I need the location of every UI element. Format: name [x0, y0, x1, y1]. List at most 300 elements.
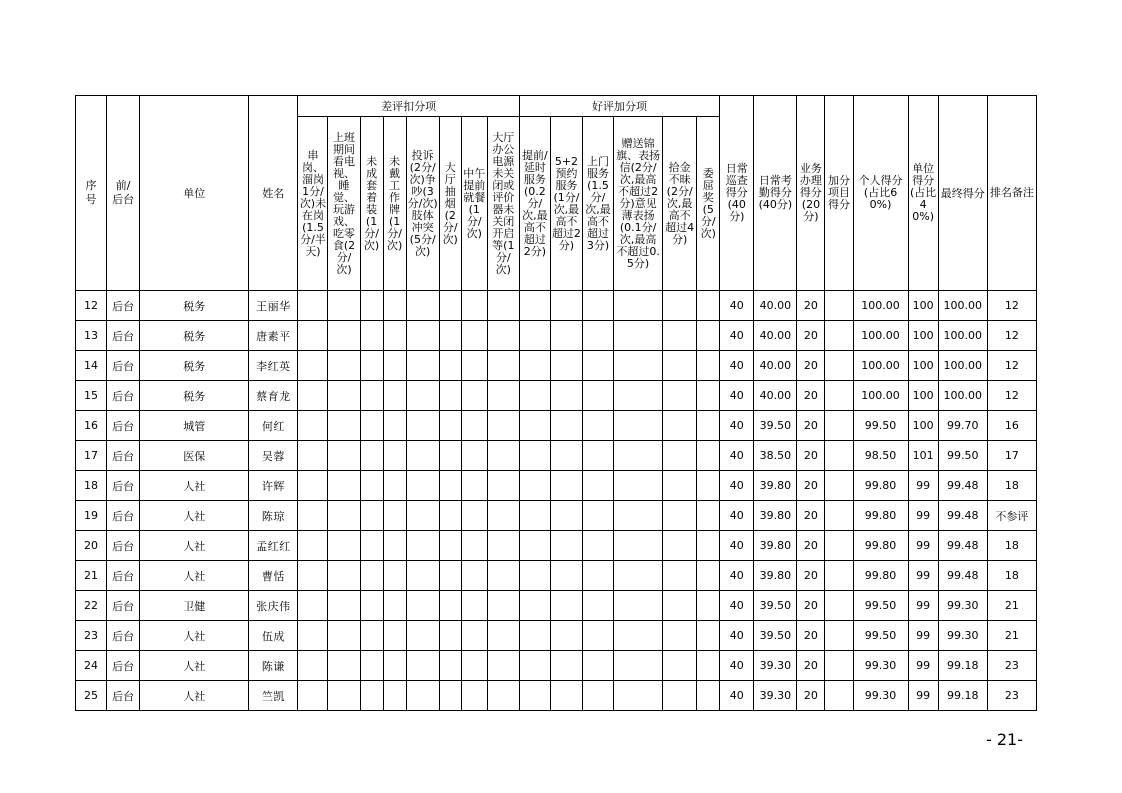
- row-name: 吴蓉: [249, 441, 298, 471]
- row-daily-patrol: 40: [720, 411, 754, 441]
- row-daily-attendance: 39.80: [754, 501, 797, 531]
- empty-cell: [582, 471, 613, 501]
- empty-cell: [663, 591, 697, 621]
- empty-cell: [439, 441, 461, 471]
- row-index: 20: [76, 531, 107, 561]
- empty-cell: [439, 321, 461, 351]
- empty-cell: [406, 351, 439, 381]
- row-unit: 卫健: [140, 591, 249, 621]
- row-business: 20: [797, 351, 825, 381]
- row-front-back: 后台: [107, 471, 140, 501]
- empty-cell: [663, 681, 697, 711]
- row-business: 20: [797, 651, 825, 681]
- bonus-group-header: 好评加分项: [519, 96, 719, 117]
- row-final-score: 99.50: [938, 441, 987, 471]
- bonus-item-5: 拾金不昧(2分/次,最高不超过4分): [663, 117, 697, 291]
- row-front-back: 后台: [107, 561, 140, 591]
- row-personal-score: 100.00: [853, 321, 908, 351]
- empty-cell: [614, 381, 663, 411]
- empty-cell: [328, 501, 360, 531]
- row-final-score: 100.00: [938, 381, 987, 411]
- row-front-back: 后台: [107, 531, 140, 561]
- empty-cell: [825, 531, 853, 561]
- empty-cell: [328, 651, 360, 681]
- row-daily-attendance: 39.50: [754, 621, 797, 651]
- empty-cell: [614, 471, 663, 501]
- row-unit-score: 99: [908, 531, 938, 561]
- row-business: 20: [797, 531, 825, 561]
- empty-cell: [487, 591, 519, 621]
- empty-cell: [406, 591, 439, 621]
- empty-cell: [550, 591, 582, 621]
- row-daily-attendance: 40.00: [754, 321, 797, 351]
- empty-cell: [461, 351, 487, 381]
- empty-cell: [550, 471, 582, 501]
- row-daily-patrol: 40: [720, 471, 754, 501]
- empty-cell: [439, 291, 461, 321]
- empty-cell: [582, 651, 613, 681]
- row-business: 20: [797, 381, 825, 411]
- row-rank: 23: [987, 651, 1036, 681]
- empty-cell: [697, 681, 720, 711]
- name-header: 姓名: [249, 96, 298, 291]
- empty-cell: [550, 501, 582, 531]
- row-unit-score: 99: [908, 501, 938, 531]
- empty-cell: [298, 471, 328, 501]
- empty-cell: [697, 411, 720, 441]
- row-unit-score: 99: [908, 651, 938, 681]
- empty-cell: [614, 561, 663, 591]
- row-front-back: 后台: [107, 291, 140, 321]
- empty-cell: [298, 441, 328, 471]
- empty-cell: [663, 321, 697, 351]
- empty-cell: [383, 681, 406, 711]
- row-name: 孟红红: [249, 531, 298, 561]
- empty-cell: [519, 291, 550, 321]
- row-final-score: 100.00: [938, 321, 987, 351]
- row-rank: 16: [987, 411, 1036, 441]
- row-front-back: 后台: [107, 351, 140, 381]
- row-daily-patrol: 40: [720, 531, 754, 561]
- row-rank: 12: [987, 291, 1036, 321]
- empty-cell: [487, 531, 519, 561]
- row-personal-score: 98.50: [853, 441, 908, 471]
- empty-cell: [360, 651, 383, 681]
- row-rank: 12: [987, 321, 1036, 351]
- empty-cell: [383, 561, 406, 591]
- table-row: [76, 621, 1037, 651]
- row-daily-attendance: 39.50: [754, 591, 797, 621]
- row-daily-attendance: 39.30: [754, 651, 797, 681]
- row-front-back: 后台: [107, 501, 140, 531]
- empty-cell: [825, 621, 853, 651]
- deduct-group-header: 差评扣分项: [298, 96, 519, 117]
- row-unit: 人社: [140, 501, 249, 531]
- empty-cell: [439, 381, 461, 411]
- row-daily-patrol: 40: [720, 351, 754, 381]
- empty-cell: [298, 591, 328, 621]
- row-personal-score: 100.00: [853, 381, 908, 411]
- empty-cell: [614, 531, 663, 561]
- row-name: 陈谦: [249, 651, 298, 681]
- row-business: 20: [797, 501, 825, 531]
- empty-cell: [461, 681, 487, 711]
- empty-cell: [519, 351, 550, 381]
- empty-cell: [825, 321, 853, 351]
- business-header: 业务办理得分(20分): [797, 96, 825, 291]
- empty-cell: [582, 381, 613, 411]
- empty-cell: [519, 381, 550, 411]
- empty-cell: [582, 501, 613, 531]
- empty-cell: [461, 501, 487, 531]
- table-row: [76, 351, 1037, 381]
- empty-cell: [519, 621, 550, 651]
- row-daily-patrol: 40: [720, 591, 754, 621]
- row-business: 20: [797, 471, 825, 501]
- empty-cell: [614, 411, 663, 441]
- empty-cell: [550, 621, 582, 651]
- table-row: [76, 471, 1037, 501]
- row-daily-patrol: 40: [720, 561, 754, 591]
- table-body: [76, 291, 1037, 711]
- index-header: 序 号: [76, 96, 107, 291]
- row-unit-score: 100: [908, 381, 938, 411]
- empty-cell: [614, 591, 663, 621]
- row-unit: 税务: [140, 291, 249, 321]
- row-name: 许辉: [249, 471, 298, 501]
- row-index: 17: [76, 441, 107, 471]
- header-row-1: [76, 96, 1037, 117]
- empty-cell: [614, 321, 663, 351]
- row-index: 23: [76, 621, 107, 651]
- deduct-item-7: 中午提前就餐(1分/次): [461, 117, 487, 291]
- row-unit: 税务: [140, 351, 249, 381]
- empty-cell: [519, 441, 550, 471]
- empty-cell: [461, 321, 487, 351]
- row-front-back: 后台: [107, 321, 140, 351]
- row-name: 竺凯: [249, 681, 298, 711]
- bonus-item-1: 提前/延时服务(0.2分/次,最高不超过2分): [519, 117, 550, 291]
- row-business: 20: [797, 291, 825, 321]
- row-name: 张庆伟: [249, 591, 298, 621]
- empty-cell: [697, 561, 720, 591]
- row-daily-patrol: 40: [720, 501, 754, 531]
- empty-cell: [697, 501, 720, 531]
- empty-cell: [825, 291, 853, 321]
- row-name: 陈琼: [249, 501, 298, 531]
- row-daily-patrol: 40: [720, 621, 754, 651]
- row-front-back: 后台: [107, 381, 140, 411]
- row-personal-score: 99.50: [853, 591, 908, 621]
- row-final-score: 99.18: [938, 681, 987, 711]
- empty-cell: [825, 471, 853, 501]
- empty-cell: [697, 651, 720, 681]
- empty-cell: [487, 381, 519, 411]
- row-unit: 人社: [140, 651, 249, 681]
- row-personal-score: 99.50: [853, 411, 908, 441]
- page-number: - 21-: [986, 730, 1023, 749]
- row-daily-patrol: 40: [720, 291, 754, 321]
- row-unit: 人社: [140, 561, 249, 591]
- row-daily-attendance: 39.80: [754, 531, 797, 561]
- empty-cell: [487, 651, 519, 681]
- empty-cell: [519, 591, 550, 621]
- row-final-score: 99.48: [938, 501, 987, 531]
- table-row: [76, 651, 1037, 681]
- row-personal-score: 99.80: [853, 561, 908, 591]
- row-business: 20: [797, 441, 825, 471]
- bonus-item-3: 上门服务(1.5分/次,最高不超过3分): [582, 117, 613, 291]
- empty-cell: [298, 291, 328, 321]
- row-personal-score: 100.00: [853, 291, 908, 321]
- row-final-score: 99.70: [938, 411, 987, 441]
- empty-cell: [383, 351, 406, 381]
- empty-cell: [614, 351, 663, 381]
- empty-cell: [825, 681, 853, 711]
- empty-cell: [298, 561, 328, 591]
- row-index: 21: [76, 561, 107, 591]
- row-front-back: 后台: [107, 411, 140, 441]
- row-unit: 人社: [140, 621, 249, 651]
- table-row: [76, 441, 1037, 471]
- empty-cell: [550, 531, 582, 561]
- empty-cell: [550, 291, 582, 321]
- row-personal-score: 99.80: [853, 501, 908, 531]
- empty-cell: [697, 351, 720, 381]
- table-row: [76, 681, 1037, 711]
- empty-cell: [383, 441, 406, 471]
- row-personal-score: 99.50: [853, 621, 908, 651]
- empty-cell: [439, 471, 461, 501]
- table-row: [76, 321, 1037, 351]
- empty-cell: [383, 531, 406, 561]
- row-unit: 医保: [140, 441, 249, 471]
- empty-cell: [697, 621, 720, 651]
- empty-cell: [663, 561, 697, 591]
- row-final-score: 100.00: [938, 291, 987, 321]
- row-unit-score: 100: [908, 291, 938, 321]
- empty-cell: [582, 591, 613, 621]
- empty-cell: [487, 351, 519, 381]
- empty-cell: [461, 561, 487, 591]
- deduct-item-2: 上班期间看电视、睡觉、玩游戏、吃零食(2分/次): [328, 117, 360, 291]
- row-front-back: 后台: [107, 591, 140, 621]
- row-unit-score: 99: [908, 471, 938, 501]
- empty-cell: [406, 411, 439, 441]
- empty-cell: [298, 681, 328, 711]
- row-daily-attendance: 39.50: [754, 411, 797, 441]
- empty-cell: [519, 681, 550, 711]
- empty-cell: [663, 441, 697, 471]
- empty-cell: [550, 561, 582, 591]
- row-unit-score: 100: [908, 411, 938, 441]
- row-front-back: 后台: [107, 621, 140, 651]
- deduct-item-6: 大厅抽烟(2分/次): [439, 117, 461, 291]
- empty-cell: [582, 411, 613, 441]
- row-index: 16: [76, 411, 107, 441]
- empty-cell: [328, 591, 360, 621]
- row-daily-patrol: 40: [720, 381, 754, 411]
- empty-cell: [825, 381, 853, 411]
- bonus-item-4: 赠送锦旗、表扬信(2分/次,最高不超过2分)意见薄表扬(0.1分/次,最高不超过0.5分): [614, 117, 663, 291]
- row-personal-score: 99.30: [853, 651, 908, 681]
- deduct-item-8: 大厅办公电源未关闭或评价器未关闭开启等(1分/次): [487, 117, 519, 291]
- row-unit: 城管: [140, 411, 249, 441]
- empty-cell: [439, 651, 461, 681]
- row-rank: 21: [987, 591, 1036, 621]
- row-name: 李红英: [249, 351, 298, 381]
- empty-cell: [663, 351, 697, 381]
- row-business: 20: [797, 591, 825, 621]
- empty-cell: [439, 351, 461, 381]
- empty-cell: [519, 501, 550, 531]
- empty-cell: [383, 591, 406, 621]
- empty-cell: [519, 411, 550, 441]
- front-back-header: 前/ 后台: [107, 96, 140, 291]
- unit-score-header: 单位得分(占比40%): [908, 96, 938, 291]
- row-daily-patrol: 40: [720, 681, 754, 711]
- empty-cell: [614, 291, 663, 321]
- empty-cell: [328, 561, 360, 591]
- row-unit: 税务: [140, 321, 249, 351]
- row-daily-patrol: 40: [720, 321, 754, 351]
- row-rank: 18: [987, 561, 1036, 591]
- empty-cell: [328, 291, 360, 321]
- empty-cell: [825, 411, 853, 441]
- daily-attendance-header: 日常考勤得分(40分): [754, 96, 797, 291]
- empty-cell: [439, 591, 461, 621]
- empty-cell: [614, 651, 663, 681]
- daily-patrol-header: 日常巡查得分(40分): [720, 96, 754, 291]
- empty-cell: [461, 471, 487, 501]
- row-rank: 不参评: [987, 501, 1036, 531]
- empty-cell: [298, 411, 328, 441]
- empty-cell: [383, 621, 406, 651]
- table-row: [76, 591, 1037, 621]
- empty-cell: [697, 591, 720, 621]
- empty-cell: [582, 321, 613, 351]
- row-rank: 17: [987, 441, 1036, 471]
- empty-cell: [406, 531, 439, 561]
- empty-cell: [406, 621, 439, 651]
- row-personal-score: 99.80: [853, 531, 908, 561]
- table-row: [76, 411, 1037, 441]
- empty-cell: [406, 561, 439, 591]
- empty-cell: [439, 501, 461, 531]
- empty-cell: [825, 561, 853, 591]
- row-unit-score: 100: [908, 351, 938, 381]
- table-row: [76, 291, 1037, 321]
- row-personal-score: 99.80: [853, 471, 908, 501]
- empty-cell: [614, 681, 663, 711]
- empty-cell: [697, 321, 720, 351]
- empty-cell: [383, 321, 406, 351]
- row-daily-attendance: 40.00: [754, 351, 797, 381]
- empty-cell: [461, 441, 487, 471]
- empty-cell: [328, 681, 360, 711]
- empty-cell: [383, 381, 406, 411]
- empty-cell: [360, 561, 383, 591]
- empty-cell: [582, 441, 613, 471]
- bonus-item-2: 5+2预约服务(1分/次,最高不超过2分): [550, 117, 582, 291]
- empty-cell: [383, 501, 406, 531]
- empty-cell: [825, 351, 853, 381]
- row-unit-score: 101: [908, 441, 938, 471]
- empty-cell: [360, 441, 383, 471]
- row-daily-attendance: 40.00: [754, 291, 797, 321]
- empty-cell: [439, 561, 461, 591]
- empty-cell: [328, 381, 360, 411]
- empty-cell: [487, 471, 519, 501]
- row-final-score: 99.48: [938, 531, 987, 561]
- empty-cell: [328, 321, 360, 351]
- deduct-item-4: 未戴工作牌(1分/次): [383, 117, 406, 291]
- row-daily-patrol: 40: [720, 651, 754, 681]
- table-row: [76, 531, 1037, 561]
- row-front-back: 后台: [107, 441, 140, 471]
- empty-cell: [461, 411, 487, 441]
- deduct-item-5: 投诉(2分/次)争吵(3分/次)肢体冲突(5分/次): [406, 117, 439, 291]
- row-business: 20: [797, 681, 825, 711]
- empty-cell: [582, 621, 613, 651]
- empty-cell: [825, 441, 853, 471]
- empty-cell: [825, 501, 853, 531]
- empty-cell: [383, 411, 406, 441]
- deduct-item-3: 未成套着装(1分/次): [360, 117, 383, 291]
- empty-cell: [360, 501, 383, 531]
- empty-cell: [550, 681, 582, 711]
- empty-cell: [487, 621, 519, 651]
- empty-cell: [697, 441, 720, 471]
- empty-cell: [487, 561, 519, 591]
- empty-cell: [360, 321, 383, 351]
- row-index: 19: [76, 501, 107, 531]
- empty-cell: [406, 681, 439, 711]
- empty-cell: [697, 471, 720, 501]
- empty-cell: [360, 621, 383, 651]
- empty-cell: [697, 531, 720, 561]
- row-unit-score: 99: [908, 561, 938, 591]
- empty-cell: [614, 441, 663, 471]
- empty-cell: [519, 531, 550, 561]
- empty-cell: [328, 411, 360, 441]
- empty-cell: [550, 411, 582, 441]
- row-personal-score: 99.30: [853, 681, 908, 711]
- empty-cell: [328, 441, 360, 471]
- row-final-score: 99.30: [938, 591, 987, 621]
- empty-cell: [663, 501, 697, 531]
- empty-cell: [825, 591, 853, 621]
- row-rank: 12: [987, 351, 1036, 381]
- empty-cell: [383, 291, 406, 321]
- row-unit-score: 99: [908, 681, 938, 711]
- empty-cell: [697, 291, 720, 321]
- empty-cell: [360, 591, 383, 621]
- row-unit: 人社: [140, 471, 249, 501]
- empty-cell: [519, 321, 550, 351]
- empty-cell: [406, 291, 439, 321]
- empty-cell: [663, 291, 697, 321]
- empty-cell: [360, 381, 383, 411]
- row-daily-attendance: 39.30: [754, 681, 797, 711]
- empty-cell: [487, 411, 519, 441]
- empty-cell: [487, 501, 519, 531]
- bonus-score-header: 加分项目得分: [825, 96, 853, 291]
- row-final-score: 100.00: [938, 351, 987, 381]
- empty-cell: [582, 291, 613, 321]
- empty-cell: [663, 381, 697, 411]
- empty-cell: [487, 441, 519, 471]
